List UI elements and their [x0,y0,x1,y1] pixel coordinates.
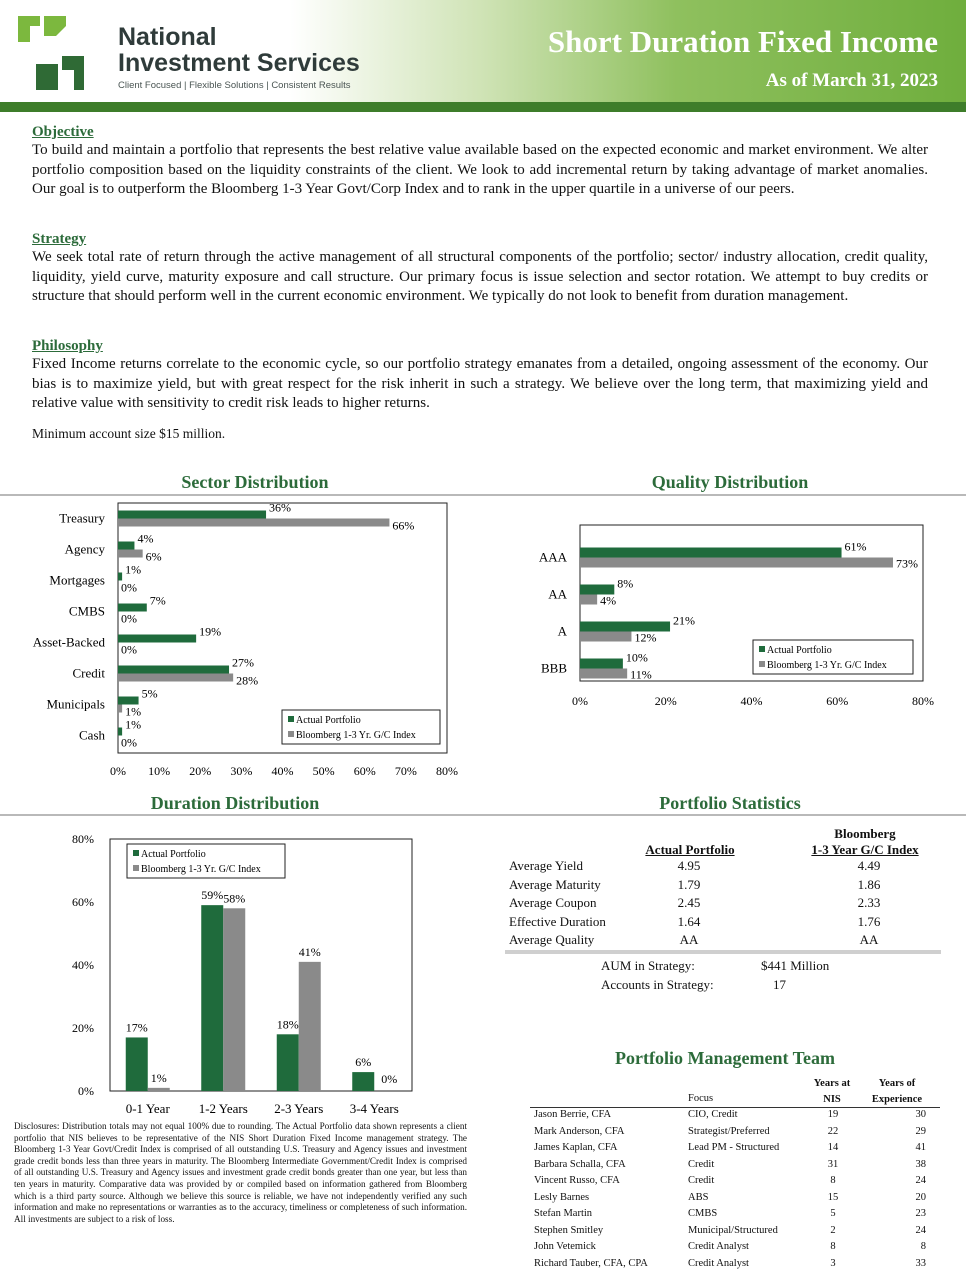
team-experience: 24 [915,1224,926,1236]
minimum-account-note: Minimum account size $15 million. [32,426,226,441]
legend-label: Bloomberg 1-3 Yr. G/C Index [296,730,416,741]
aum-value: $441 Million [761,958,830,973]
data-label: 12% [634,630,657,645]
team-focus: Strategist/Preferred [688,1125,770,1137]
section-body: To build and maintain a portfolio that represents the best relative value available based on the expected economic and market environment. We alter portfolio composition based on the liquidity constraints of the client. We look to add incremental return by taking advantage of market anomalies. Our goal is to outperform the Bloomberg 1-3 Year Govt/Corp Index and to rank in the upper quartile in a universe of our peers. [32,142,928,197]
section-body: We seek total rate of return through the active management of all structural components of the portfolio; sector/ industry allocation, credit quality, liquidity, yield curve, maturity exposure and call structure. Our primary focus is issue selection and sector rotation. We attempt to buy credits or structure that should perform well in the current economic environment. We typically do not look to benefit from duration management. [32,249,928,304]
category-label: Municipals [46,696,105,712]
legend-label: Actual Portfolio [141,849,206,860]
team-name: Stephen Smitley [534,1224,604,1236]
divider [0,494,966,496]
data-label: 6% [355,1055,372,1070]
data-label: 41% [298,944,321,959]
team-experience: 23 [915,1208,926,1219]
bar-benchmark [299,962,321,1091]
tick-label: 60% [353,764,376,778]
team-experience: 41 [915,1142,926,1153]
duration-chart-title: Duration Distribution [150,793,320,813]
bar-benchmark [580,595,597,605]
tick-label: 30% [230,764,253,778]
bar-benchmark [118,705,122,713]
team-header-experience [862,1076,932,1108]
data-label: 17% [125,1020,148,1035]
team-experience: 30 [915,1109,926,1120]
bar-benchmark [118,674,233,682]
quality-chart-title: Quality Distribution [651,472,809,492]
data-label: 73% [895,556,918,571]
as-of-date: As of March 31, 2023 [765,70,938,91]
bar-benchmark [118,519,389,527]
team-header-experience-line1: Years of [878,1078,916,1089]
tick-label: 60% [826,694,849,708]
sector-distribution-chart [0,500,470,785]
team-years-nis: 19 [827,1109,839,1120]
team-title: Portfolio Management Team [615,1048,835,1068]
tick-label: 0% [572,694,588,708]
company-name-line1: National [118,23,217,51]
team-header-focus: Focus [688,1093,714,1104]
legend-swatch [133,850,139,856]
team-experience: 20 [915,1191,926,1203]
data-label: 0% [121,611,137,626]
category-label: Cash [79,727,105,743]
data-label: 5% [141,686,158,701]
team-header-years-nis-line2: NIS [823,1094,841,1105]
bar-actual [126,1037,148,1091]
data-label: 28% [236,673,259,688]
tick-label: 80% [912,694,934,708]
legend-swatch [288,731,294,737]
data-label: 0% [121,642,137,657]
data-label: 66% [392,518,415,533]
team-focus: Municipal/Structured [688,1224,778,1236]
strategy-section [32,230,928,307]
category-label: Treasury [59,510,105,526]
team-row [530,1142,940,1159]
company-name-line2: Investment Services [118,49,360,77]
team-header-years-nis-line1: Years at [813,1078,851,1089]
category-label: 3-4 Years [349,1101,399,1116]
data-label: 8% [617,576,634,591]
aum-row [601,958,901,976]
data-label: 7% [149,593,166,608]
team-years-nis: 22 [827,1125,839,1137]
tick-label: 40% [271,764,294,778]
divider [0,814,966,816]
category-label: 2-3 Years [274,1101,324,1116]
team-row [530,1159,940,1176]
team-focus: CMBS [688,1208,718,1219]
category-label: AA [548,586,567,602]
stats-benchmark: AA [859,932,879,947]
legend-swatch [759,661,765,667]
stats-actual: 2.45 [677,895,701,910]
legend-label: Actual Portfolio [767,645,832,656]
data-label: 1% [150,1070,167,1085]
stats-divider [505,950,941,954]
team-header-years-nis [802,1076,862,1108]
stats-benchmark: 1.86 [857,877,881,892]
data-label: 58% [223,891,246,906]
stats-title: Portfolio Statistics [659,793,801,813]
tick-label: 20% [72,1021,94,1035]
team-name: James Kaplan, CFA [534,1142,618,1153]
team-name: Jason Berrie, CFA [534,1109,612,1120]
bar-actual [277,1034,299,1091]
bar-actual [201,905,223,1091]
team-name: Vincent Russo, CFA [534,1175,620,1186]
data-label: 59% [201,888,224,903]
legend-label: Bloomberg 1-3 Yr. G/C Index [141,864,261,875]
bar-benchmark [148,1088,170,1091]
bar-benchmark [580,669,627,679]
tick-label: 20% [654,694,677,708]
company-tagline: Client Focused | Flexible Solutions | Consistent Results [118,80,351,91]
tick-label: 60% [72,895,94,909]
document-title: Short Duration Fixed Income [547,24,938,59]
duration-distribution-chart [0,824,480,1120]
sector-chart-title: Sector Distribution [181,472,329,492]
stats-actual: 4.95 [677,858,701,873]
team-years-nis: 8 [830,1175,836,1186]
tick-label: 80% [72,832,94,846]
stats-row [509,914,939,932]
tick-label: 40% [740,694,763,708]
team-experience: 38 [915,1158,926,1170]
stats-benchmark: 1.76 [857,914,881,929]
data-label: 21% [673,613,696,628]
bar-actual [580,548,842,558]
team-experience: 33 [915,1257,926,1269]
team-years-nis: 15 [827,1191,839,1203]
team-years-nis: 31 [827,1158,839,1170]
team-focus: Credit Analyst [688,1257,749,1269]
tick-label: 0% [78,1084,94,1098]
team-years-nis: 2 [830,1224,836,1236]
accounts-value: 17 [773,977,786,992]
team-header [530,1074,940,1108]
team-years-nis: 5 [830,1208,836,1219]
team-focus: CIO, Credit [688,1109,738,1120]
stats-actual: 1.79 [677,877,701,892]
stats-header-benchmark-line1: Bloomberg [834,826,896,841]
bar-actual [118,542,134,550]
tick-label: 80% [436,764,458,778]
tick-label: 10% [148,764,171,778]
bar-benchmark [118,550,143,558]
bar-benchmark [223,908,245,1091]
team-experience: 29 [915,1125,926,1137]
data-label: 6% [145,549,162,564]
team-name: Stefan Martin [534,1208,593,1219]
bar-actual [118,666,229,674]
category-label: CMBS [68,603,105,619]
stats-label: Average Maturity [509,877,601,892]
team-row [530,1258,940,1275]
data-label: 1% [125,704,142,719]
data-label: 61% [844,539,867,554]
tick-label: 70% [394,764,417,778]
team-focus: Lead PM - Structured [688,1142,780,1153]
tick-label: 20% [189,764,212,778]
team-name: Barbara Schalla, CFA [534,1158,626,1170]
tick-label: 50% [312,764,335,778]
section-heading: Objective [32,124,94,140]
stats-row [509,932,939,950]
stats-header-benchmark [805,826,925,858]
data-label: 1% [125,562,142,577]
team-row [530,1208,940,1225]
section-heading: Philosophy [32,338,103,354]
legend-swatch [133,865,139,871]
category-label: Asset-Backed [32,634,105,650]
team-header-experience-line2: Experience [871,1094,923,1105]
stats-actual: AA [679,932,699,947]
stats-label: Average Yield [509,858,583,873]
data-label: 0% [381,1072,398,1086]
category-label: BBB [540,660,567,676]
bar-benchmark [580,558,893,568]
header-divider [0,102,966,112]
team-years-nis: 3 [830,1257,836,1269]
stats-label: Effective Duration [509,914,606,929]
data-label: 18% [276,1017,299,1032]
tick-label: 40% [72,958,94,972]
category-label: Agency [64,541,105,557]
company-logo-icon [18,12,108,92]
data-label: 4% [137,531,154,546]
team-years-nis: 8 [830,1241,836,1252]
stats-row [509,895,939,913]
bar-benchmark [580,632,631,642]
team-years-nis: 14 [827,1142,839,1153]
disclosure-text: Disclosures: Distribution totals may not equal 100% due to rounding. The Actual Portfolio data shown represents a client portfolio that NIS believes to be representative of the NIS Short Duration Fixed Income management strategy. The Bloomberg 1-3 Year Govt/Credit Index is comprised of all outstanding U.S. Treasury and Agency issues and investment grade credit bonds less than three years in maturity. The Bloomberg Intermediate Government/Credit Index is comprised of all outstanding U.S. Treasury and Agency issues and investment grade credit bonds greater than one year, but less than ten years in maturity. Comparative data was provided by or compiled based on information gathered from Bloomberg which is a third party source. Although we believe this source is reliable, we have not independently verified any such information and make no representations or warranties as to the accuracy, timeliness or completeness of such information. All investments are subject to a risk of loss. [14,1121,467,1224]
data-label: 4% [600,593,617,608]
objective-section [32,123,928,200]
stats-actual: 1.64 [677,914,701,929]
accounts-label: Accounts in Strategy: [601,977,714,992]
team-focus: Credit [688,1175,715,1186]
stats-header-actual: Actual Portfolio [645,842,735,857]
data-label: 27% [232,655,255,670]
team-focus: ABS [688,1191,709,1203]
legend-swatch [759,646,765,652]
category-label: A [557,623,567,639]
section-heading: Strategy [32,231,87,247]
bar-actual [580,659,623,669]
data-label: 0% [121,735,137,750]
aum-label: AUM in Strategy: [601,958,695,973]
stats-header-benchmark-line2: 1-3 Year G/C Index [811,842,919,857]
bar-actual [352,1072,374,1091]
category-label: 1-2 Years [198,1101,248,1116]
category-label: 0-1 Year [125,1101,170,1116]
bar-actual [118,728,122,736]
tick-label: 0% [110,764,126,778]
bar-actual [118,635,196,643]
bar-actual [118,511,266,519]
data-label: 0% [121,580,137,595]
bar-actual [118,697,139,705]
team-row [530,1192,940,1209]
data-label: 10% [625,650,648,665]
data-label: 19% [199,624,222,639]
stats-benchmark: 2.33 [857,895,881,910]
team-name: Lesly Barnes [534,1191,590,1203]
data-label: 36% [269,500,292,515]
category-label: Mortgages [49,572,105,588]
bar-actual [580,622,670,632]
section-body: Fixed Income returns correlate to the economic cycle, so our portfolio strategy emanates from a detailed, ongoing assessment of the economy. Our bias is to maximize yield, but with great respect for the risk inherit in such a strategy. We believe over the long term, that maximizing yield and relative value with sensitivity to credit risk leads to higher returns. [32,356,928,411]
team-row [530,1175,940,1192]
legend-swatch [288,716,294,722]
team-experience: 24 [915,1175,926,1186]
stats-benchmark: 4.49 [857,858,881,873]
page-header [0,0,966,112]
team-row [530,1241,940,1258]
company-name [118,24,360,76]
quality-distribution-chart [510,522,950,722]
team-focus: Credit [688,1158,715,1170]
legend-label: Actual Portfolio [296,715,361,726]
team-name: Mark Anderson, CFA [534,1125,625,1137]
team-focus: Credit Analyst [688,1241,749,1252]
team-row [530,1109,940,1126]
team-name: John Vetemick [534,1241,596,1252]
bar-actual [118,573,122,581]
bar-actual [118,604,147,612]
team-name: Richard Tauber, CFA, CPA [534,1257,648,1269]
team-row [530,1225,940,1242]
category-label: Credit [72,665,105,681]
stats-row [509,877,939,895]
accounts-row [601,977,901,995]
stats-label: Average Quality [509,932,595,947]
team-row [530,1126,940,1143]
legend-label: Bloomberg 1-3 Yr. G/C Index [767,660,887,671]
data-label: 11% [630,667,652,682]
data-label: 1% [125,717,142,732]
philosophy-section [32,337,928,414]
stats-label: Average Coupon [509,895,597,910]
category-label: AAA [538,549,567,565]
team-experience: 8 [920,1241,926,1252]
stats-row [509,858,939,876]
